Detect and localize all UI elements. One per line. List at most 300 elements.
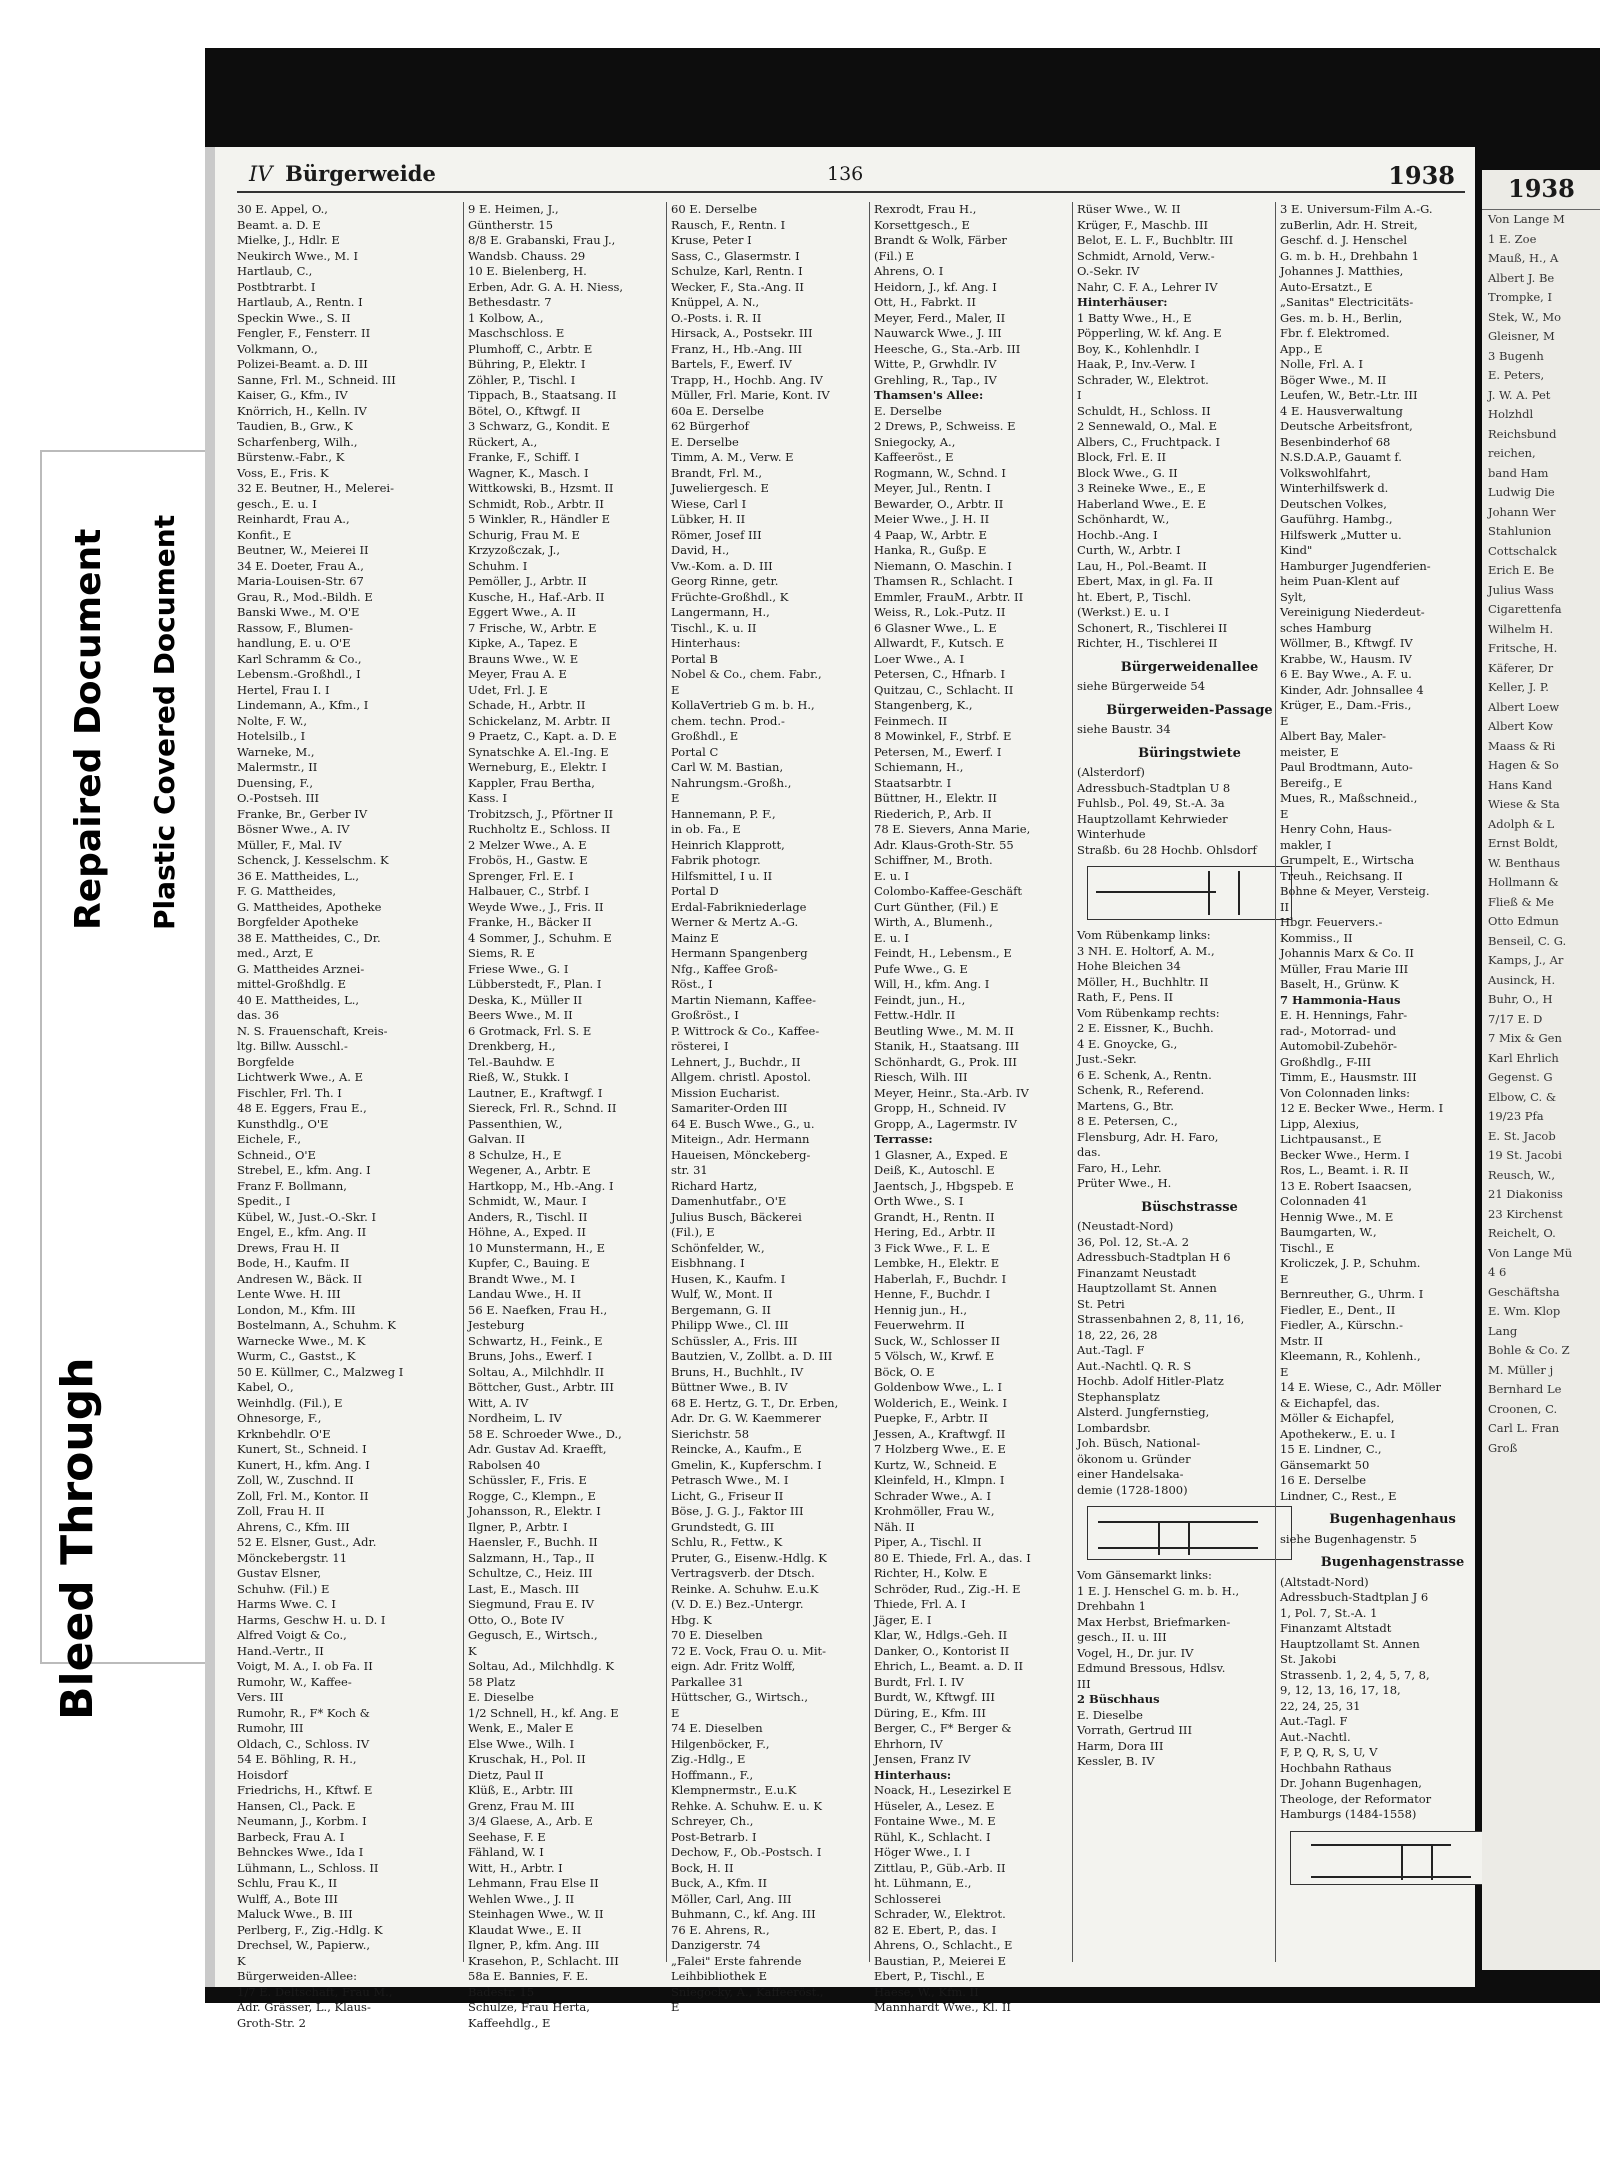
directory-entry: Lombardsbr. [1077,1420,1151,1435]
directory-entry: Fontaine Wwe., M. E [874,1814,996,1828]
directory-entry: Haueisen, Mönckeberg- [671,1147,811,1162]
directory-entry: Krohmöller, Frau W., [874,1504,995,1518]
directory-entry: Krabbe, W., Hausm. IV [1280,651,1412,666]
directory-entry: Grenz, Frau M. III [468,1798,575,1813]
directory-entry: Kübel, W., Just.-O.-Skr. I [237,1209,376,1224]
facing-page-entry: Stahlunion [1488,524,1552,538]
directory-entry: 2 Drews, P., Schweiss. E [874,419,1016,433]
directory-entry: Müller, Frl. Marie, Kont. IV [671,388,830,402]
directory-entry: Schröder, Rud., Zig.-H. E [874,1581,1021,1596]
directory-entry: 36, Pol. 12, St.-A. 2 [1077,1234,1190,1249]
directory-entry: 3 Fick Wwe., F. L. E [874,1240,990,1255]
street-map-sketch [1087,866,1292,920]
column-divider [666,202,667,1962]
directory-entry: 58a E. Bannies, F. E. [468,1969,589,1983]
directory-entry: Piper, A., Tischl. II [874,1535,982,1549]
directory-entry: Römer, Josef III [671,527,762,542]
directory-entry: Hanka, R., Gußp. E [874,543,987,557]
directory-entry: Vertragsverb. der Dtsch. [671,1566,815,1580]
directory-entry: Stanik, H., Staatsang. III [874,1039,1020,1053]
directory-entry: Frobös, H., Gastw. E [468,853,588,867]
directory-entry: G. m. b. H., Drehbahn 1 [1280,248,1419,263]
directory-entry: Mielke, J., Hdlr. E [237,233,340,247]
facing-page-entry: Cottschalck [1488,543,1557,558]
directory-entry: Baselt, H., Grünw. K [1280,977,1399,991]
directory-entry: 1 Batty Wwe., H., E [1077,310,1192,325]
facing-page-entry: Reichsbund [1488,426,1557,441]
directory-entry: Krknbehdlr. O'E [237,1426,331,1441]
facing-page-lines [1482,210,1600,1458]
directory-entry: Licht, G., Friseur II [671,1488,784,1503]
directory-entry: Lübberstedt, F., Plan. I [468,977,602,991]
directory-entry: 32 E. Beutner, H., Melerei- [237,481,394,495]
facing-page-entry: Hans Kand [1488,777,1553,792]
directory-entry: Behnckes Wwe., Ida I [237,1845,364,1859]
directory-entry: Hamburger Jugendferien- [1280,558,1431,573]
directory-entry: Dr. Johann Bugenhagen, [1280,1776,1422,1790]
directory-entry: Postbtrarbt. I [237,279,316,294]
facing-page-entry: W. Benthaus [1488,855,1560,870]
directory-entry: Maluck Wwe., B. III [237,1907,353,1921]
directory-entry: (Fil.) E [874,248,915,263]
directory-entry: Kommiss., II [1280,930,1353,945]
directory-entry: Schönhardt, G., Prok. III [874,1054,1017,1069]
facing-page-entry: Kamps, J., Ar [1488,953,1564,967]
directory-entry: Pöpperling, W. kf. Ang. E [1077,326,1222,340]
directory-entry: Max Herbst, Briefmarken- [1077,1614,1231,1629]
directory-entry: sches Hamburg [1280,620,1372,635]
directory-entry: Bergemann, G. II [671,1302,771,1317]
directory-entry: 6 E. Bay Wwe., A. F. u. [1280,667,1412,681]
directory-entry: Udet, Frl. J. E [468,682,548,697]
directory-entry: Richard Hartz, [671,1178,758,1193]
directory-entry: Hoisdorf [237,1767,288,1782]
directory-entry: Eggert Wwe., A. II [468,605,576,619]
directory-entry: Ahrens, O. I [874,264,944,278]
directory-entry: Brandt Wwe., M. I [468,1271,575,1286]
directory-entry: Strebel, E., kfm. Ang. I [237,1163,371,1177]
directory-entry: Paul Brodtmann, Auto- [1280,760,1413,774]
directory-entry: Auto-Ersatzt., E [1280,279,1373,294]
directory-entry: 76 E. Ahrens, R., [671,1922,770,1937]
directory-entry: Finanzamt Altstadt [1280,1621,1392,1635]
directory-entry: Ehrhorn, IV [874,1736,943,1751]
directory-entry: 7 Holzberg Wwe., E. E [874,1442,1006,1456]
directory-entry: Fischler, Frl. Th. I [237,1085,342,1100]
directory-entry: Schrader, W., Elektrot. [874,1907,1006,1921]
street-section-heading: Büschstrasse [1141,1199,1238,1215]
directory-entry: E [1280,1271,1289,1286]
directory-entry: Henry Cohn, Haus- [1280,822,1392,836]
map-street-line [1238,871,1240,915]
directory-entry: Neukirch Wwe., M. I [237,248,358,263]
bleed-through-label: Bleed Through [52,1357,103,1720]
directory-entry: Hansen, Cl., Pack. E [237,1798,356,1813]
directory-entry: Rexrodt, Frau H., [874,202,977,216]
directory-entry: Thamsen's Allee: [874,388,984,402]
column-divider [1072,202,1073,1962]
directory-entry: siehe Bürgerweide 54 [1077,679,1206,693]
directory-entry: Adressbuch-Stadtplan H 6 [1077,1250,1231,1264]
directory-entry: 68 E. Hertz, G. T., Dr. Erben, [671,1395,839,1410]
directory-entry: Feinmech. II [874,713,948,728]
directory-entry: Just.-Sekr. [1077,1052,1137,1066]
directory-entry: Rumohr, W., Kaffee- [237,1674,352,1689]
directory-entry: Schwartz, H., Feink., E [468,1333,603,1348]
directory-entry: „Falei" Erste fahrende [671,1953,802,1968]
directory-entry: str. 31 [671,1163,708,1177]
directory-entry: Hbgr. Feuervers.- [1280,915,1383,929]
street-heading: Bürgerweide [285,161,436,186]
directory-entry: Rumohr, R., F* Koch & [237,1705,370,1720]
year-heading: 1938 [1388,161,1455,190]
directory-entry: Danzigerstr. 74 [671,1938,761,1952]
directory-entry: Reincke, A., Kaufm., E [671,1442,802,1456]
directory-entry: Beutner, W., Meierei II [237,543,369,557]
directory-entry: Miteign., Adr. Hermann [671,1132,810,1146]
directory-entry: Schmidt, Rob., Arbtr. II [468,496,604,511]
directory-entry: Juweliergesch. E [671,481,769,495]
directory-entry: Schuhm. I [468,558,528,573]
directory-entry: Deiß, K., Autoschl. E [874,1163,995,1177]
directory-entry: Mönckebergstr. 11 [237,1550,348,1565]
directory-entry: 80 E. Thiede, Frl. A., das. I [874,1550,1031,1565]
directory-entry: 18, 22, 26, 28 [1077,1327,1158,1342]
directory-entry: II [1280,899,1290,914]
directory-entry: Deutschen Volkes, [1280,496,1387,511]
directory-entry: gesch., E. u. I [237,496,317,511]
directory-entry: Drechsel, W., Papierw., [237,1938,371,1952]
facing-page-entry: Bernhard Le [1488,1382,1562,1396]
directory-entry: Synatschke A. El.-Ing. E [468,744,609,759]
directory-entry: Vers. III [237,1690,284,1704]
directory-entry: Weiss, R., Lok.-Putz. II [874,605,1006,619]
directory-entry: Rumohr, III [237,1721,304,1735]
directory-entry: Else Wwe., Wilh. I [468,1736,575,1751]
directory-entry: Schade, H., Arbtr. II [468,698,586,712]
directory-entry: Martens, G., Btr. [1077,1098,1174,1113]
directory-entry: Fabrik photogr. [671,853,761,867]
facing-page-entry: 4 6 [1488,1265,1507,1279]
directory-entry: Hilfsmittel, I u. II [671,868,773,883]
facing-page-entry: 1 E. Zoe [1488,231,1537,246]
directory-entry: Zöhler, P., Tischl. I [468,372,576,387]
directory-entry: Vom Rübenkamp rechts: [1077,1005,1220,1020]
directory-entry: Johannis Marx & Co. II [1280,946,1414,960]
directory-entry: Karl Schramm & Co., [237,651,362,666]
map-street-line [1096,891,1216,893]
directory-entry: Buck, A., Kfm. II [671,1876,767,1890]
page-header [237,157,1465,193]
directory-entry: Konfit., E [237,527,292,542]
directory-entry: E [671,682,680,697]
header-left [249,161,436,186]
map-street-line [1158,1521,1160,1555]
directory-entry: Sylt, [1280,589,1307,604]
directory-entry: Harm, Dora III [1077,1738,1164,1753]
directory-entry: Georg Rinne, getr. [671,574,779,588]
directory-entry: ht. Lühmann, E., [874,1876,972,1890]
street-map-sketch [1290,1831,1495,1885]
directory-entry: Pruter, G., Eisenw.-Hdlg. K [671,1550,827,1565]
directory-entry: Zig.-Hdlg., E [671,1752,746,1766]
directory-entry: Wittkowski, B., Hzsmt. II [468,481,614,495]
directory-entry: Passenthien, W., [468,1116,563,1131]
directory-entry: Stephansplatz [1077,1389,1160,1404]
directory-entry: Haberland Wwe., E. E [1077,496,1207,511]
directory-entry: 60 E. Derselbe [671,202,758,216]
directory-entry: Früchte-Großhdl., K [671,589,789,604]
directory-entry: Reinhardt, Frau A., [237,512,350,526]
directory-entry: Bürgerweiden-Allee: [237,1969,357,1983]
directory-entry: Barbeck, Frau A. I [237,1829,345,1844]
directory-entry: Hüttscher, G., Wirtsch., [671,1690,808,1704]
directory-entry: Hauptzollamt Kehrwieder [1077,811,1228,826]
directory-entry: Müller, F., Mal. IV [237,837,342,852]
facing-page-entry: Ausinck, H. [1488,972,1556,987]
directory-entry: Ilgner, P., kfm. Ang. III [468,1938,600,1952]
directory-entry: Deska, K., Müller II [468,992,583,1007]
directory-entry: Hand.-Vertr., II [237,1643,324,1658]
directory-entry: Drews, Frau H. II [237,1240,340,1255]
directory-entry: 62 Bürgerhof [671,419,749,433]
column-3 [671,202,896,2014]
directory-entry: Steinhagen Wwe., W. II [468,1907,604,1921]
directory-entry: Gropp, A., Lagermstr. IV [874,1116,1017,1131]
facing-page-entry: Albert J. Be [1488,270,1555,285]
directory-entry: Voss, E., Fris. K [237,465,329,480]
directory-entry: I [1077,388,1082,402]
directory-entry: Rieß, W., Stukk. I [468,1070,569,1084]
directory-entry: Brandt, Frl. M., [671,465,763,480]
directory-entry: Korsettgesch., E [874,217,970,232]
directory-entry: Fettw.-Hdlr. II [874,1008,956,1022]
directory-entry: Bruns, Johs., Ewerf. I [468,1349,593,1363]
directory-entry: eign. Adr. Fritz Wolff, [671,1659,796,1673]
directory-entry: F, P, Q, R, S, U, V [1280,1745,1378,1759]
directory-entry: Kleinfeld, H., Klmpn. I [874,1473,1005,1487]
directory-entry: E. H. Hennings, Fahr- [1280,1008,1408,1022]
directory-entry: Schonert, R., Tischlerei II [1077,620,1228,635]
directory-entry: Deutsche Arbeitsfront, [1280,419,1413,433]
directory-entry: Lehnert, J., Buchdr., II [671,1054,801,1069]
directory-entry: Baumgarten, W., [1280,1225,1377,1239]
directory-entry: Groth-Str. 2 [237,2015,306,2030]
directory-entry: Reinke. A. Schuhw. E.u.K [671,1581,819,1596]
directory-entry: Höger Wwe., I. I [874,1845,971,1859]
directory-entry: London, M., Kfm. III [237,1302,356,1317]
directory-entry: Mission Eucharist. [671,1085,780,1100]
directory-entry: 38 E. Mattheides, C., Dr. [237,930,381,945]
directory-entry: Leihbibliothek E [671,1969,768,1983]
directory-entry: Salzmann, H., Tap., II [468,1550,595,1565]
directory-entry: Gegusch, E., Wirtsch., [468,1628,598,1642]
directory-entry: Adr. Grässer, L., Klaus- [237,2000,371,2014]
directory-entry: Lembke, H., Elektr. E [874,1256,1000,1270]
directory-entry: 14 E. Wiese, C., Adr. Möller [1280,1380,1442,1394]
facing-page-entry: Gleisner, M [1488,329,1555,343]
directory-entry: Großhdlg., F-III [1280,1054,1372,1069]
directory-entry: Portal C [671,744,719,759]
facing-page-entry: Elbow, C. & [1488,1089,1557,1104]
directory-entry: Polizei-Beamt. a. D. III [237,357,368,371]
directory-entry: Becker Wwe., Herm. I [1280,1147,1410,1162]
directory-entry: Ilgner, P., Arbtr. I [468,1519,568,1534]
directory-entry: 22, 24, 25, 31 [1280,1698,1361,1713]
directory-entry: Grumpelt, E., Wirtscha [1280,853,1415,867]
directory-entry: Buhmann, C., kf. Ang. III [671,1907,816,1921]
directory-entry: 54 E. Böhling, R. H., [237,1752,357,1766]
directory-entry: Alsterd. Jungfernstieg, [1077,1405,1210,1419]
directory-entry: 1/7 E. Deltschaft, Frau M., [237,1984,393,1999]
facing-page-entry: E. Peters, [1488,368,1545,382]
directory-entry: Samariter-Orden III [671,1101,788,1115]
directory-entry: Lehmann, Frau Else II [468,1876,599,1890]
directory-entry: Grau, R., Mod.-Bildh. E [237,589,373,604]
page-number: 136 [827,163,864,185]
directory-entry: Engel, E., kfm. Ang. II [237,1225,367,1239]
directory-entry: 4 Paap, W., Arbtr. E [874,527,988,542]
directory-entry: 56 E. Naefken, Frau H., [468,1302,608,1317]
directory-entry: med., Arzt, E [237,946,314,960]
directory-entry: Carl W. M. Bastian, [671,760,784,774]
facing-page-entry: Fritsche, H. [1488,641,1558,655]
facing-page-entry: Buhr, O., H [1488,992,1553,1006]
directory-entry: K [468,1643,477,1658]
directory-entry: Schrader Wwe., A. I [874,1488,991,1503]
directory-entry: gesch., II. u. III [1077,1630,1167,1644]
directory-entry: Schlu, R., Fettw., K [671,1535,783,1549]
directory-entry: Terrasse: [874,1132,933,1146]
directory-entry: Krasehon, P., Schlacht. III [468,1953,619,1968]
directory-entry: Duensing, F., [237,775,313,790]
directory-entry: O.-Postseh. III [237,791,320,805]
directory-entry: Johannes J. Matthies, [1280,264,1404,278]
directory-entry: Trapp, H., Hochb. Ang. IV [671,372,823,387]
directory-entry: Kupfer, C., Bauing. E [468,1256,590,1270]
directory-entry: Lichtwerk Wwe., A. E [237,1070,364,1084]
directory-entry: Schiffner, M., Broth. [874,853,993,867]
directory-entry: Heesche, G., Sta.-Arb. III [874,341,1021,356]
facing-page-entry: Ernst Boldt, [1488,836,1559,850]
directory-entry: Hartkopp, M., Hb.-Ang. I [468,1178,614,1193]
directory-entry: Mstr. II [1280,1333,1323,1348]
directory-entry: Emmler, FrauM., Arbtr. II [874,589,1024,604]
directory-entry: Curth, W., Arbtr. I [1077,543,1181,557]
directory-entry: Hauptzollamt St. Annen [1280,1636,1420,1651]
directory-entry: Güntherstr. 15 [468,217,554,232]
directory-entry: Röst., I [671,977,713,991]
directory-entry: 72 E. Vock, Frau O. u. Mit- [671,1643,827,1658]
column-divider [463,202,464,1962]
directory-entry: Automobil-Zubehör- [1280,1039,1397,1053]
directory-entry: 34 E. Doeter, Frau A., [237,558,364,573]
directory-entry: Geschf. d. J. Henschel [1280,233,1408,247]
directory-entry: Belot, E. L. F., Buchbltr. III [1077,233,1234,247]
facing-page-entry: Wilhelm H. [1488,621,1554,636]
facing-page-entry: E. St. Jacob [1488,1128,1556,1143]
directory-entry: Schlu, Frau K., II [237,1876,338,1890]
directory-entry: Kurtz, W., Schneid. E [874,1457,997,1472]
directory-entry: Bartels, F., Ewerf. IV [671,357,792,371]
directory-entry: Kunert, H., kfm. Ang. I [237,1457,370,1472]
directory-entry: Sanne, Frl. M., Schneid. III [237,372,396,387]
directory-entry: 58 E. Schroeder Wwe., D., [468,1426,622,1441]
directory-entry: Hermann Spangenberg [671,946,808,960]
directory-entry: Bethesdastr. 7 [468,295,552,309]
directory-entry: Allwardt, F., Kutsch. E [874,636,1005,650]
directory-entry: Klar, W., Hdlgs.-Geh. II [874,1628,1008,1642]
facing-page-entry: 7/17 E. D [1488,1011,1543,1026]
directory-entry: 52 E. Elsner, Gust., Adr. [237,1535,377,1549]
directory-entry: Boy, K., Kohlenhdlr. I [1077,341,1200,356]
directory-entry: Knörrich, H., Kelln. IV [237,403,367,418]
directory-entry: Fengler, F., Fensterr. II [237,326,371,340]
directory-entry: Julius Busch, Bäckerei [671,1209,802,1224]
directory-entry: rad-, Motorrad- und [1280,1023,1397,1038]
directory-entry: Kappler, Frau Bertha, [468,775,595,790]
directory-entry: E [671,791,680,805]
directory-entry: Landau Wwe., H. II [468,1287,582,1301]
facing-page-year: 1938 [1482,170,1600,210]
directory-entry: KollaVertrieb G m. b. H., [671,698,815,712]
directory-entry: Damenhutfabr., O'E [671,1194,787,1208]
directory-entry: Franke, H., Bäcker II [468,915,592,929]
directory-entry: Edmund Bressous, Hdlsv. [1077,1661,1226,1675]
directory-entry: E [671,2000,680,2014]
directory-entry: Vereinigung Niederdeut- [1280,605,1425,619]
directory-entry: Sass, C., Glasermstr. I [671,248,800,263]
facing-page-entry: Von Lange M [1488,212,1565,226]
directory-entry: Hbg. K [671,1612,712,1627]
map-street-line [1188,1521,1190,1555]
directory-entry: 9, 12, 13, 16, 17, 18, [1280,1683,1401,1697]
directory-entry: Hotelsilb., I [237,729,306,743]
directory-entry: Hennig jun., H., [874,1302,968,1317]
directory-entry: 2 Sennewald, O., Mal. E [1077,419,1218,433]
directory-entry: Mannhardt Wwe., Kl. II [874,2000,1011,2014]
directory-entry: Klaudat Wwe., E. II [468,1922,582,1937]
directory-entry: Ebert, P., Tischl., E [874,1969,985,1983]
directory-entry: mittel-Großhdlg. E [237,977,346,991]
directory-entry: Albert Bay, Maler- [1280,729,1387,743]
directory-entry: Sierichstr. 58 [671,1426,750,1441]
directory-entry: 7 Frische, W., Arbtr. E [468,620,597,635]
directory-entry: Block, Frl. E. II [1077,450,1167,464]
facing-page-entry: Carl L. Fran [1488,1421,1560,1435]
directory-entry: Wecker, F., Sta.-Ang. II [671,279,804,294]
directory-entry: Orth Wwe., S. I [874,1194,964,1208]
directory-entry: 6 E. Schenk, A., Rentn. [1077,1067,1212,1082]
facing-page-entry: Fließ & Me [1488,894,1554,909]
street-section-heading: Bugenhagenhaus [1329,1512,1456,1527]
directory-entry: Vogel, H., Dr. jur. IV [1077,1645,1194,1660]
directory-entry: Rausch, F., Rentn. I [671,217,786,232]
directory-entry: Adr. Dr. G. W. Kaemmerer [671,1411,821,1425]
directory-entry: rösterei, I [671,1039,729,1053]
directory-entry: Adr. Gustav Ad. Kraefft, [468,1442,607,1456]
column-5 [1077,202,1302,1972]
directory-entry: Böttcher, Gust., Arbtr. III [468,1380,614,1394]
directory-entry: ökonom u. Gründer [1077,1451,1191,1466]
directory-entry: Sniegocky, A., Kaffeeröst., [671,1984,824,1999]
directory-entry: Post-Betrarb. I [671,1829,757,1844]
directory-entry: 12 E. Becker Wwe., Herm. I [1280,1101,1444,1115]
directory-entry: Curt Günther, (Fil.) E [874,899,999,914]
directory-entry: 36 E. Mattheides, L., [237,868,360,883]
directory-entry: Schlosserei [874,1891,941,1906]
directory-entry: Borgfelde [237,1054,295,1069]
